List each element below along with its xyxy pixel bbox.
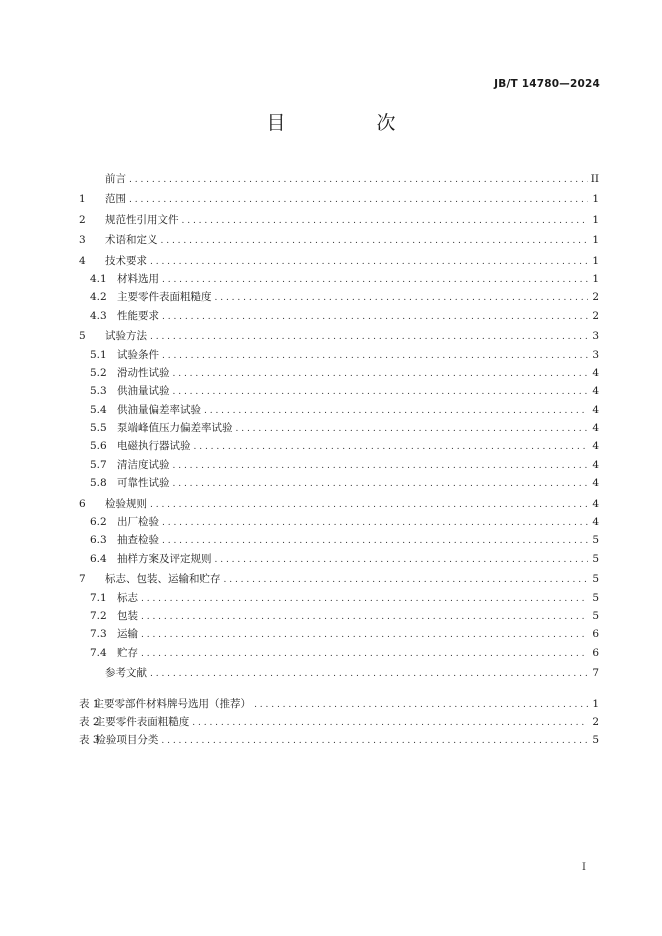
toc-entry-number: 6 xyxy=(79,497,86,510)
toc-entry-label: 贮存 xyxy=(117,646,138,659)
dot-leader xyxy=(236,420,589,438)
dot-leader xyxy=(150,253,588,271)
toc-entry-number: 5.8 xyxy=(90,477,107,490)
toc-entry-number: 7.3 xyxy=(90,628,107,641)
toc-entry[interactable] xyxy=(79,170,599,188)
toc-entry-label: 可靠性试验 xyxy=(117,477,170,490)
toc-entry-label: 包装 xyxy=(117,609,138,622)
dot-leader xyxy=(161,732,588,750)
dot-leader xyxy=(173,475,589,493)
toc-entry[interactable] xyxy=(79,327,599,345)
toc-entry-label: 检验规则 xyxy=(105,497,147,510)
dot-leader xyxy=(129,171,588,189)
toc-entry[interactable] xyxy=(79,364,599,382)
toc-entry-number: 4.1 xyxy=(90,272,107,285)
toc-entry-page: 4 xyxy=(592,516,599,529)
toc-entry-page: 2 xyxy=(592,309,599,322)
toc-entry-label: 试验方法 xyxy=(105,330,147,343)
toc-entry-page: 5 xyxy=(592,734,599,747)
toc-entry-page: 4 xyxy=(592,403,599,416)
toc-entry-number: 5.6 xyxy=(90,440,107,453)
page-title: 目 次 xyxy=(266,112,432,134)
dot-leader xyxy=(150,496,588,514)
toc-entry-page: 3 xyxy=(592,330,599,343)
toc-entry-label: 范围 xyxy=(105,193,126,206)
toc-entry-page: 1 xyxy=(592,254,599,267)
toc-entry[interactable] xyxy=(79,695,599,713)
toc-entry-page: 4 xyxy=(592,366,599,379)
toc-entry-number: 6.2 xyxy=(90,516,107,529)
toc-entry-page: 6 xyxy=(592,628,599,641)
toc-entry-page: 5 xyxy=(592,552,599,565)
toc-entry-number: 5.7 xyxy=(90,458,107,471)
toc-entry-label: 试验条件 xyxy=(117,348,159,361)
dot-leader xyxy=(150,328,588,346)
toc-entry-number: 4.2 xyxy=(90,291,107,304)
toc-entry[interactable] xyxy=(79,456,599,474)
toc-entry-page: II xyxy=(590,173,599,185)
dot-leader xyxy=(204,402,588,420)
toc-entry-page: 7 xyxy=(592,667,599,680)
toc-entry[interactable] xyxy=(79,531,599,549)
dot-leader xyxy=(161,232,589,250)
toc-entry-number: 6.3 xyxy=(90,534,107,547)
toc-entry-page: 5 xyxy=(592,591,599,604)
toc-entry-number: 7.4 xyxy=(90,646,107,659)
toc-entry-page: 5 xyxy=(592,609,599,622)
table-of-contents xyxy=(79,170,599,750)
dot-leader xyxy=(162,271,588,289)
toc-entry-label: 主要零件表面粗糙度 xyxy=(117,291,212,304)
toc-entry-label: 材料选用 xyxy=(117,272,159,285)
toc-entry-label: 出厂检验 xyxy=(117,516,159,529)
toc-entry-number: 1 xyxy=(79,193,86,206)
toc-entry[interactable] xyxy=(79,644,599,662)
toc-entry-label: 检验项目分类 xyxy=(95,734,159,747)
toc-entry[interactable] xyxy=(79,550,599,568)
toc-entry-label: 术语和定义 xyxy=(105,234,158,247)
toc-entry-number: 7 xyxy=(79,573,86,586)
standard-code: JB/T 14780—2024 xyxy=(494,78,600,90)
dot-leader xyxy=(162,532,588,550)
dot-leader xyxy=(162,308,588,326)
dot-leader xyxy=(141,608,588,626)
toc-entry-page: 4 xyxy=(592,497,599,510)
dot-leader xyxy=(254,696,588,714)
toc-entry-label: 滑动性试验 xyxy=(117,366,170,379)
toc-entry[interactable] xyxy=(79,270,599,288)
toc-entry-number: 7.2 xyxy=(90,609,107,622)
dot-leader xyxy=(215,289,589,307)
toc-entry-page: 1 xyxy=(592,193,599,206)
toc-entry-page: 4 xyxy=(592,422,599,435)
dot-leader xyxy=(224,571,589,589)
toc-entry-label: 前言 xyxy=(105,173,126,185)
toc-entry-number: 5.2 xyxy=(90,366,107,379)
toc-entry[interactable] xyxy=(79,419,599,437)
toc-entry[interactable] xyxy=(79,731,599,749)
toc-entry-page: 4 xyxy=(592,458,599,471)
toc-entry-page: 2 xyxy=(592,715,599,728)
toc-entry[interactable] xyxy=(79,288,599,306)
toc-entry-number: 7.1 xyxy=(90,591,107,604)
toc-entry-label: 泵端峰值压力偏差率试验 xyxy=(117,422,233,435)
toc-entry-number: 5.1 xyxy=(90,348,107,361)
toc-entry[interactable] xyxy=(79,382,599,400)
toc-entry-label: 性能要求 xyxy=(117,309,159,322)
toc-entry[interactable] xyxy=(79,664,599,682)
toc-entry-page: 6 xyxy=(592,646,599,659)
toc-entry-label: 抽查检验 xyxy=(117,534,159,547)
toc-entry-number: 5.3 xyxy=(90,385,107,398)
toc-entry-label: 供油量试验 xyxy=(117,385,170,398)
toc-entry-page: 5 xyxy=(592,534,599,547)
dot-leader xyxy=(173,365,589,383)
dot-leader xyxy=(150,665,588,683)
toc-entry-page: 1 xyxy=(592,213,599,226)
toc-entry-label: 标志、包装、运输和贮存 xyxy=(105,573,221,586)
toc-entry-label: 抽样方案及评定规则 xyxy=(117,552,212,565)
toc-entry-page: 1 xyxy=(592,272,599,285)
toc-entry[interactable] xyxy=(79,625,599,643)
toc-entry-number: 3 xyxy=(79,234,86,247)
dot-leader xyxy=(141,626,588,644)
toc-entry-number: 4.3 xyxy=(90,309,107,322)
toc-entry-number: 表 1 xyxy=(79,697,100,710)
toc-entry[interactable] xyxy=(79,190,599,208)
toc-entry[interactable] xyxy=(79,437,599,455)
toc-entry-number: 4 xyxy=(79,254,86,267)
toc-entry-label: 电磁执行器试验 xyxy=(117,440,191,453)
toc-entry-page: 4 xyxy=(592,477,599,490)
toc-entry-label: 规范性引用文件 xyxy=(105,213,179,226)
toc-entry-label: 清洁度试验 xyxy=(117,458,170,471)
toc-entry[interactable] xyxy=(79,589,599,607)
dot-leader xyxy=(141,645,588,663)
dot-leader xyxy=(129,191,588,209)
toc-entry-label: 技术要求 xyxy=(105,254,147,267)
toc-entry[interactable] xyxy=(79,346,599,364)
toc-entry[interactable] xyxy=(79,474,599,492)
toc-entry-number: 6.4 xyxy=(90,552,107,565)
dot-leader xyxy=(173,383,589,401)
dot-leader xyxy=(215,551,589,569)
toc-entry[interactable] xyxy=(79,713,599,731)
toc-entry-page: 4 xyxy=(592,440,599,453)
toc-entry[interactable] xyxy=(79,252,599,270)
toc-entry[interactable] xyxy=(79,513,599,531)
toc-entry[interactable] xyxy=(79,211,599,229)
toc-entry-label: 参考文献 xyxy=(105,667,147,680)
toc-entry-number: 表 3 xyxy=(79,734,100,747)
toc-entry-number: 5 xyxy=(79,330,86,343)
toc-entry-page: 3 xyxy=(592,348,599,361)
toc-entry-number: 5.5 xyxy=(90,422,107,435)
toc-entry-page: 1 xyxy=(592,697,599,710)
dot-leader xyxy=(192,714,588,732)
toc-entry[interactable] xyxy=(79,307,599,325)
toc-entry[interactable] xyxy=(79,401,599,419)
toc-entry-label: 运输 xyxy=(117,628,138,641)
toc-entry-page: 2 xyxy=(592,291,599,304)
toc-entry-page: 4 xyxy=(592,385,599,398)
toc-entry[interactable] xyxy=(79,570,599,588)
toc-entry-label: 标志 xyxy=(117,591,138,604)
toc-entry-number: 5.4 xyxy=(90,403,107,416)
toc-entry[interactable] xyxy=(79,231,599,249)
toc-entry-page: 1 xyxy=(592,234,599,247)
dot-leader xyxy=(162,347,588,365)
toc-entry-label: 供油量偏差率试验 xyxy=(117,403,201,416)
toc-entry-number: 表 2 xyxy=(79,715,100,728)
dot-leader xyxy=(173,457,589,475)
toc-entry[interactable] xyxy=(79,495,599,513)
toc-entry[interactable] xyxy=(79,607,599,625)
dot-leader xyxy=(182,212,589,230)
toc-entry-number: 2 xyxy=(79,213,86,226)
toc-entry-label: 主要零部件材料牌号选用（推荐） xyxy=(93,697,252,710)
toc-entry-label: 主要零件表面粗糙度 xyxy=(94,715,190,728)
toc-entry-page: 5 xyxy=(592,573,599,586)
page-number: I xyxy=(582,862,586,873)
dot-leader xyxy=(194,438,589,456)
dot-leader xyxy=(162,514,588,532)
dot-leader xyxy=(141,590,588,608)
